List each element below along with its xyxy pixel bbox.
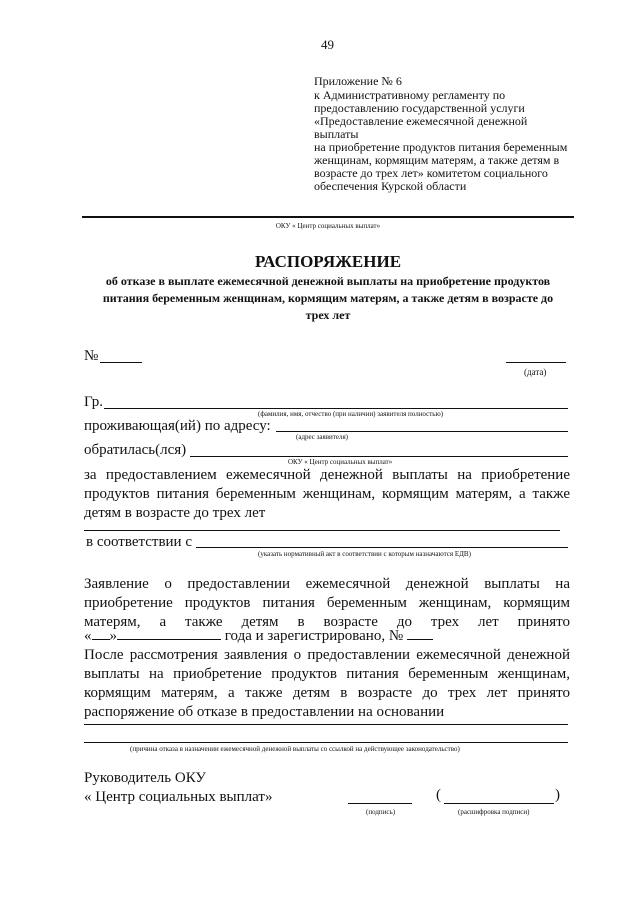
applied-field[interactable] — [190, 456, 568, 457]
statement-line: приобретение продуктов питания беременным женщинам, кормящим — [84, 595, 570, 611]
decode-caption: (расшифровка подписи) — [458, 808, 530, 816]
appendix-line: на приобретение продуктов питания беременным — [314, 140, 568, 154]
subtitle-line: питания беременным женщинам, кормящим матерям, а также детям в возрасте до — [102, 291, 554, 305]
date-caption: (дата) — [524, 367, 547, 377]
org-line — [82, 216, 574, 218]
statement-line: матерям, а также детям в возрасте до трех лет принято — [84, 614, 570, 630]
document-subtitle — [72, 273, 584, 324]
after-line: распоряжение об отказе в предоставлении на основании — [84, 704, 445, 720]
accordance-caption: (указать нормативный акт в соответствии с которым назначаются ЕДВ) — [258, 550, 471, 558]
reason-field-1[interactable] — [84, 724, 568, 725]
purpose-paragraph — [84, 466, 570, 523]
date-open-quote: « — [84, 628, 92, 644]
appendix-line: возрасте до трех лет» комитетом социального — [314, 166, 548, 180]
reason-caption: (причина отказа в назначении ежемесячной денежной выплаты со ссылкой на действующее законодательство) — [130, 745, 460, 753]
applied-label: обратилась(лся) — [84, 442, 187, 458]
applied-caption: ОКУ « Центр социальных выплат» — [288, 458, 393, 466]
after-line: кормящим матерям, а также детям в возрасте до трех лет принято — [84, 685, 570, 701]
appendix-text — [314, 89, 574, 193]
address-caption: (адрес заявителя) — [296, 433, 348, 441]
after-line: выплаты на приобретение продуктов питания беременным женщинам, — [84, 666, 570, 682]
decode-field[interactable] — [444, 803, 554, 804]
appendix-line: обеспечения Курской области — [314, 179, 467, 193]
decode-open-paren: ( — [436, 787, 441, 803]
date-close-quote: » — [109, 628, 117, 644]
page-number: 49 — [321, 37, 334, 52]
appendix-line: к Административному регламенту по — [314, 88, 506, 102]
year-registration-text: года и зарегистрировано, № — [224, 628, 404, 644]
purpose-line: продуктов питания беременным женщинам, кормящим матерям, а также — [84, 486, 570, 502]
after-review-paragraph — [84, 646, 570, 722]
statement-paragraph — [84, 575, 570, 632]
decode-close-paren: ) — [555, 787, 560, 803]
date-field[interactable] — [506, 362, 566, 363]
appendix-line: предоставлению государственной услуги — [314, 101, 525, 115]
after-line: После рассмотрения заявления о предоставлении ежемесячной денежной — [84, 647, 570, 663]
accordance-field[interactable] — [196, 547, 568, 548]
subtitle-line: об отказе в выплате ежемесячной денежной выплаты на приобретение продуктов — [105, 274, 551, 288]
appendix-line: женщинам, кормящим матерям, а также детям в — [314, 153, 560, 167]
org-caption: ОКУ « Центр социальных выплат» — [275, 222, 381, 230]
accordance-label: в соответствии с — [86, 534, 192, 550]
signatory-title-2: « Центр социальных выплат» — [84, 789, 273, 805]
address-field[interactable] — [276, 431, 568, 432]
reason-field-2[interactable] — [84, 742, 568, 743]
citizen-name-field[interactable] — [104, 408, 568, 409]
number-field[interactable] — [100, 362, 142, 363]
purpose-line: за предоставлением ежемесячной денежной выплаты на приобретение — [84, 467, 570, 483]
citizen-caption: (фамилия, имя, отчество (при наличии) заявителя полностью) — [258, 410, 444, 418]
signatory-title-1: Руководитель ОКУ — [84, 770, 207, 786]
month-year-field[interactable] — [117, 639, 221, 640]
registration-line — [84, 628, 433, 645]
appendix-line: «Предоставление ежемесячной денежной выплаты — [314, 114, 528, 141]
statement-line: Заявление о предоставлении ежемесячной денежной выплаты на — [84, 576, 570, 592]
citizen-label: Гр. — [84, 394, 103, 410]
address-label: проживающая(ий) по адресу: — [84, 418, 271, 434]
document-title: РАСПОРЯЖЕНИЕ — [254, 252, 402, 271]
signature-caption: (подпись) — [366, 808, 396, 816]
signature-field[interactable] — [348, 803, 412, 804]
number-label: № — [84, 348, 99, 364]
purpose-extra-line[interactable] — [84, 530, 560, 531]
subtitle-line: трех лет — [305, 308, 351, 322]
purpose-line: детям в возрасте до трех лет — [84, 505, 266, 521]
appendix-title: Приложение № 6 — [314, 74, 402, 88]
registration-number-field[interactable] — [407, 639, 433, 640]
day-field[interactable] — [92, 639, 110, 640]
